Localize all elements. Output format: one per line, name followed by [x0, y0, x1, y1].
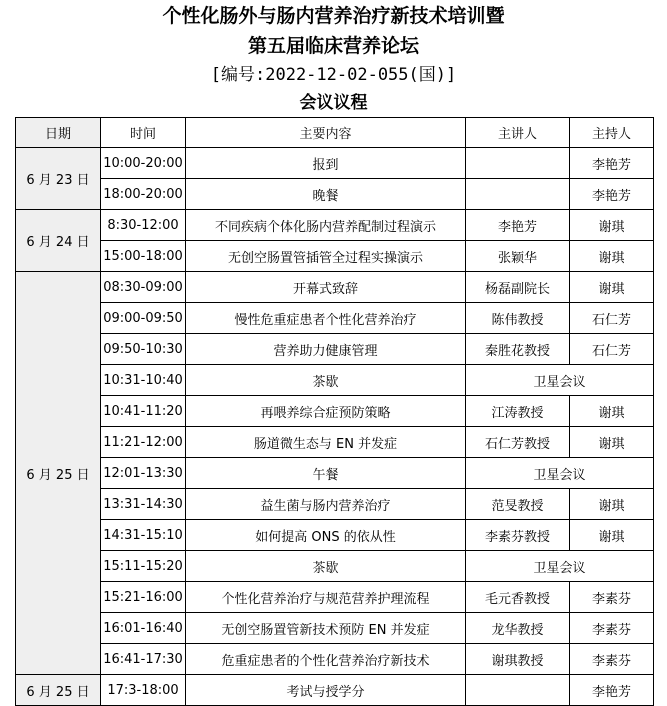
speaker-cell: 谢琪教授	[466, 644, 570, 675]
time-cell: 10:00-20:00	[101, 148, 186, 179]
table-row	[16, 396, 654, 427]
content-cell: 如何提高 ONS 的依从性	[186, 520, 466, 551]
host-cell: 谢琪	[570, 520, 654, 551]
host-cell: 李艳芳	[570, 179, 654, 210]
title-line-1: 个性化肠外与肠内营养治疗新技术培训暨	[162, 5, 505, 27]
content-cell: 慢性危重症患者个性化营养治疗	[186, 303, 466, 334]
content-cell: 个性化营养治疗与规范营养护理流程	[186, 582, 466, 613]
content-cell: 茶歇	[186, 551, 466, 582]
time-cell: 15:21-16:00	[101, 582, 186, 613]
speaker-cell: 张颖华	[466, 241, 570, 272]
event-code: [编号:2022-12-02-055(国)]	[210, 65, 457, 85]
table-row	[16, 365, 654, 396]
speaker-cell: 毛元香教授	[466, 582, 570, 613]
time-cell: 18:00-20:00	[101, 179, 186, 210]
host-cell: 谢琪	[570, 489, 654, 520]
host-cell: 李素芬	[570, 582, 654, 613]
time-cell: 14:31-15:10	[101, 520, 186, 551]
content-cell: 无创空肠置管新技术预防 EN 并发症	[186, 613, 466, 644]
table-row	[16, 613, 654, 644]
speaker-cell	[466, 148, 570, 179]
host-cell: 谢琪	[570, 241, 654, 272]
host-cell: 石仁芳	[570, 303, 654, 334]
date-cell: 6 月 24 日	[16, 210, 101, 272]
time-cell: 15:00-18:00	[101, 241, 186, 272]
column-header-time: 时间	[101, 118, 186, 148]
speaker-cell	[466, 179, 570, 210]
table-row	[16, 148, 654, 179]
agenda-heading: 会议议程	[299, 93, 368, 113]
satellite-meeting-cell: 卫星会议	[466, 551, 654, 582]
content-cell: 午餐	[186, 458, 466, 489]
table-row	[16, 644, 654, 675]
speaker-cell: 范旻教授	[466, 489, 570, 520]
time-cell: 09:50-10:30	[101, 334, 186, 365]
speaker-cell: 龙华教授	[466, 613, 570, 644]
content-cell: 无创空肠置管插管全过程实操演示	[186, 241, 466, 272]
time-cell: 08:30-09:00	[101, 272, 186, 303]
time-cell: 09:00-09:50	[101, 303, 186, 334]
table-row	[16, 427, 654, 458]
time-cell: 15:11-15:20	[101, 551, 186, 582]
speaker-cell: 李艳芳	[466, 210, 570, 241]
table-row	[16, 210, 654, 241]
table-row	[16, 675, 654, 706]
content-cell: 开幕式致辞	[186, 272, 466, 303]
time-cell: 10:41-11:20	[101, 396, 186, 427]
date-cell: 6 月 25 日	[16, 272, 101, 675]
table-row	[16, 551, 654, 582]
agenda-table	[15, 117, 654, 706]
host-cell: 李艳芳	[570, 675, 654, 706]
content-cell: 考试与授学分	[186, 675, 466, 706]
content-cell: 危重症患者的个性化营养治疗新技术	[186, 644, 466, 675]
time-cell: 13:31-14:30	[101, 489, 186, 520]
speaker-cell: 江涛教授	[466, 396, 570, 427]
time-cell: 11:21-12:00	[101, 427, 186, 458]
title-line-2: 第五届临床营养论坛	[247, 35, 419, 57]
content-cell: 报到	[186, 148, 466, 179]
date-cell: 6 月 25 日	[16, 675, 101, 706]
satellite-meeting-cell: 卫星会议	[466, 458, 654, 489]
speaker-cell: 秦胜花教授	[466, 334, 570, 365]
header-row	[16, 118, 654, 148]
column-header-content: 主要内容	[186, 118, 466, 148]
agenda-body	[16, 148, 654, 706]
host-cell: 谢琪	[570, 210, 654, 241]
content-cell: 茶歇	[186, 365, 466, 396]
table-row	[16, 179, 654, 210]
column-header-host: 主持人	[570, 118, 654, 148]
speaker-cell: 杨磊副院长	[466, 272, 570, 303]
time-cell: 16:01-16:40	[101, 613, 186, 644]
table-row	[16, 520, 654, 551]
column-header-date: 日期	[16, 118, 101, 148]
content-cell: 益生菌与肠内营养治疗	[186, 489, 466, 520]
table-row	[16, 458, 654, 489]
host-cell: 李素芬	[570, 644, 654, 675]
content-cell: 晚餐	[186, 179, 466, 210]
time-cell: 12:01-13:30	[101, 458, 186, 489]
host-cell: 谢琪	[570, 427, 654, 458]
host-cell: 李艳芳	[570, 148, 654, 179]
table-row	[16, 489, 654, 520]
table-row	[16, 303, 654, 334]
content-cell: 不同疾病个体化肠内营养配制过程演示	[186, 210, 466, 241]
table-row	[16, 334, 654, 365]
table-row	[16, 241, 654, 272]
speaker-cell: 石仁芳教授	[466, 427, 570, 458]
time-cell: 8:30-12:00	[101, 210, 186, 241]
host-cell: 谢琪	[570, 272, 654, 303]
speaker-cell	[466, 675, 570, 706]
content-cell: 肠道微生态与 EN 并发症	[186, 427, 466, 458]
time-cell: 17:3-18:00	[101, 675, 186, 706]
host-cell: 谢琪	[570, 396, 654, 427]
content-cell: 再喂养综合症预防策略	[186, 396, 466, 427]
host-cell: 李素芬	[570, 613, 654, 644]
speaker-cell: 陈伟教授	[466, 303, 570, 334]
table-row	[16, 272, 654, 303]
time-cell: 16:41-17:30	[101, 644, 186, 675]
date-cell: 6 月 23 日	[16, 148, 101, 210]
host-cell: 石仁芳	[570, 334, 654, 365]
content-cell: 营养助力健康管理	[186, 334, 466, 365]
satellite-meeting-cell: 卫星会议	[466, 365, 654, 396]
speaker-cell: 李素芬教授	[466, 520, 570, 551]
time-cell: 10:31-10:40	[101, 365, 186, 396]
column-header-speaker: 主讲人	[466, 118, 570, 148]
table-row	[16, 582, 654, 613]
